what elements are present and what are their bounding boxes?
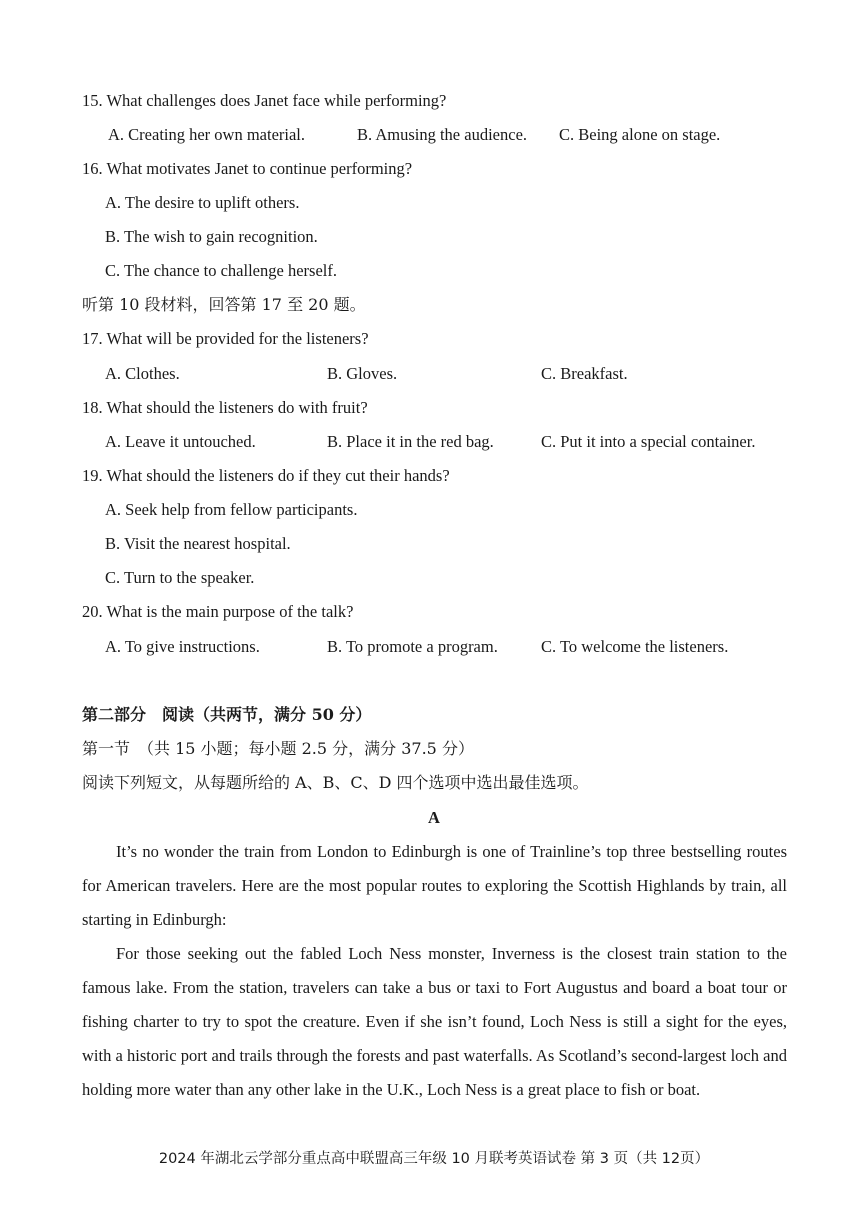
question-15-option-c: C. Being alone on stage. — [559, 125, 721, 144]
question-20-option-c: C. To welcome the listeners. — [541, 637, 729, 656]
passage-body — [82, 835, 787, 1107]
reading-part-title: 第二部分 阅读（共两节，满分 50 分） — [82, 705, 372, 724]
passage-paragraph-1: It’s no wonder the train from London to Edinburgh is one of Trainline’s top three bestselling routes for American travelers. Here are the most popular routes to exploring the Scottish Highlands by train, all starting in Edinburgh: — [82, 842, 787, 929]
question-19-option-b: B. Visit the nearest hospital. — [105, 534, 291, 553]
page-footer: 2024 年湖北云学部分重点高中联盟高三年级 10 月联考英语试卷 第 3 页（共 12页） — [158, 1151, 710, 1167]
question-17-option-b: B. Gloves. — [327, 364, 398, 383]
question-15-option-b: B. Amusing the audience. — [357, 125, 528, 144]
passage-label: A — [428, 808, 440, 827]
question-19-option-c: C. Turn to the speaker. — [105, 568, 255, 587]
question-15-stem: 15. What challenges does Janet face while performing? — [82, 91, 447, 110]
question-16-option-b: B. The wish to gain recognition. — [105, 227, 318, 246]
question-18-stem: 18. What should the listeners do with fruit? — [82, 398, 368, 417]
question-18-option-b: B. Place it in the red bag. — [327, 432, 494, 451]
question-17-option-c: C. Breakfast. — [541, 364, 628, 383]
question-17-option-a: A. Clothes. — [105, 364, 180, 383]
question-18-option-a: A. Leave it untouched. — [105, 432, 256, 451]
question-20-option-a: A. To give instructions. — [105, 637, 260, 656]
question-16-option-c: C. The chance to challenge herself. — [105, 261, 337, 280]
reading-section-title: 第一节 （共 15 小题；每小题 2.5 分，满分 37.5 分） — [82, 739, 474, 758]
question-16-stem: 16. What motivates Janet to continue performing? — [82, 159, 413, 178]
question-19-option-a: A. Seek help from fellow participants. — [105, 500, 358, 519]
reading-instruction: 阅读下列短文，从每题所给的 A、B、C、D 四个选项中选出最佳选项。 — [82, 773, 589, 792]
question-19-stem: 19. What should the listeners do if they cut their hands? — [82, 466, 450, 485]
question-20-stem: 20. What is the main purpose of the talk? — [82, 602, 354, 621]
listening-section-instruction: 听第 10 段材料，回答第 17 至 20 题。 — [82, 295, 366, 314]
question-16-option-a: A. The desire to uplift others. — [105, 193, 300, 212]
question-17-stem: 17. What will be provided for the listeners? — [82, 329, 369, 348]
passage-paragraph-2: For those seeking out the fabled Loch Ness monster, Inverness is the closest train station to the famous lake. From the station, travelers can take a bus or taxi to Fort Augustus and board a boat tour or fishing charter to try to spot the creature. Even if she isn’t found, Loch Ness is still a sight for the eyes, with a historic port and trails through the forests and past waterfalls. As Scotland’s second-largest loch and holding more water than any other lake in the U.K., Loch Ness is a great place to fish or boat. — [82, 944, 787, 1099]
question-20-option-b: B. To promote a program. — [327, 637, 498, 656]
question-18-option-c: C. Put it into a special container. — [541, 432, 756, 451]
question-15-option-a: A. Creating her own material. — [108, 125, 306, 144]
